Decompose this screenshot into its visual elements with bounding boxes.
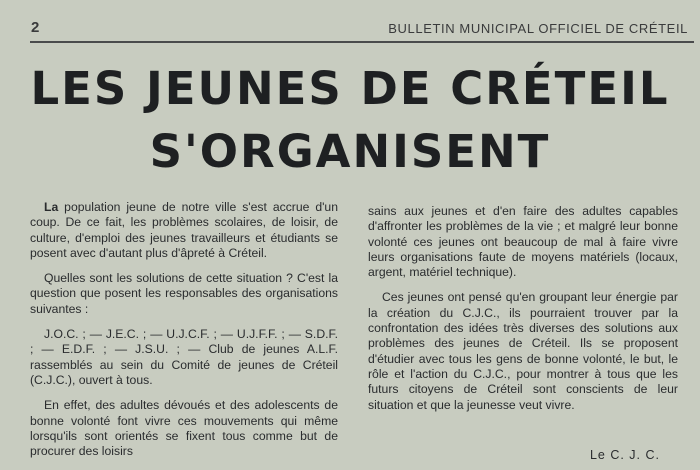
page-number: 2 (31, 19, 40, 36)
paragraph-intro (30, 200, 338, 261)
headline-line-1: LES JEUNES DE CRÉTEIL (30, 62, 670, 115)
intro-text: population jeune de notre ville s'est accrue d'un coup. De ce fait, les problèmes scolaires, de loisir, de culture, d'emploi des jeunes travailleurs et étudiants se posent avec d'autant plus d'âpreté à Créteil. (30, 200, 338, 260)
intro-lead-word: La (44, 200, 59, 214)
paragraph-organisations: J.O.C. ; — J.E.C. ; — U.J.C.F. ; — U.J.F.F. ; — S.D.F. ; — E.D.F. ; — J.S.U. ; — Club de jeunes A.L.F. rassemblés au sein du Comité de jeunes de Créteil (C.J.C.), ouvert à tous. (30, 327, 338, 387)
headline-line-2: S'ORGANISENT (149, 125, 551, 178)
paragraph-continuation: sains aux jeunes et d'en faire des adultes capables d'affronter les problèmes de la vie ; et malgré leur bonne volonté ces jeunes ont beaucoup de mal à faire vivre leurs organisations faute de moyens matériels (locaux, argent, matériel technique). (368, 204, 678, 280)
paragraph-question: Quelles sont les solutions de cette situation ? C'est la question que posent les responsables des organisations suivantes : (30, 271, 338, 316)
paragraph-adults: En effet, des adultes dévoués et des adolescents de bonne volonté font vivre ces mouvements qui même lorsqu'ils sont orientés se fixent tous comme but de procurer des loisirs (30, 398, 338, 459)
article-signature: Le C. J. C. (589, 448, 660, 462)
paragraph-cjc-goals: Ces jeunes ont pensé qu'en groupant leur énergie par la création du C.J.C., ils pourraient trouver par la confrontation des idées très diverses des solutions aux problèmes des jeunes de Créteil. Ils se proposent d'étudier avec tous les gens de bonne volonté, le but, le rôle et l'action du C.J.C., pour montrer à tous que les futurs citoyens de Créteil sont conscients de leur situation et que la jeunesse veut vivre. (368, 290, 678, 412)
header-rule (30, 41, 694, 43)
article-column-right (368, 204, 678, 423)
article-headline (0, 57, 700, 183)
article-column-left (30, 200, 338, 469)
running-header-title: BULLETIN MUNICIPAL OFFICIEL DE CRÉTEIL (388, 21, 688, 36)
